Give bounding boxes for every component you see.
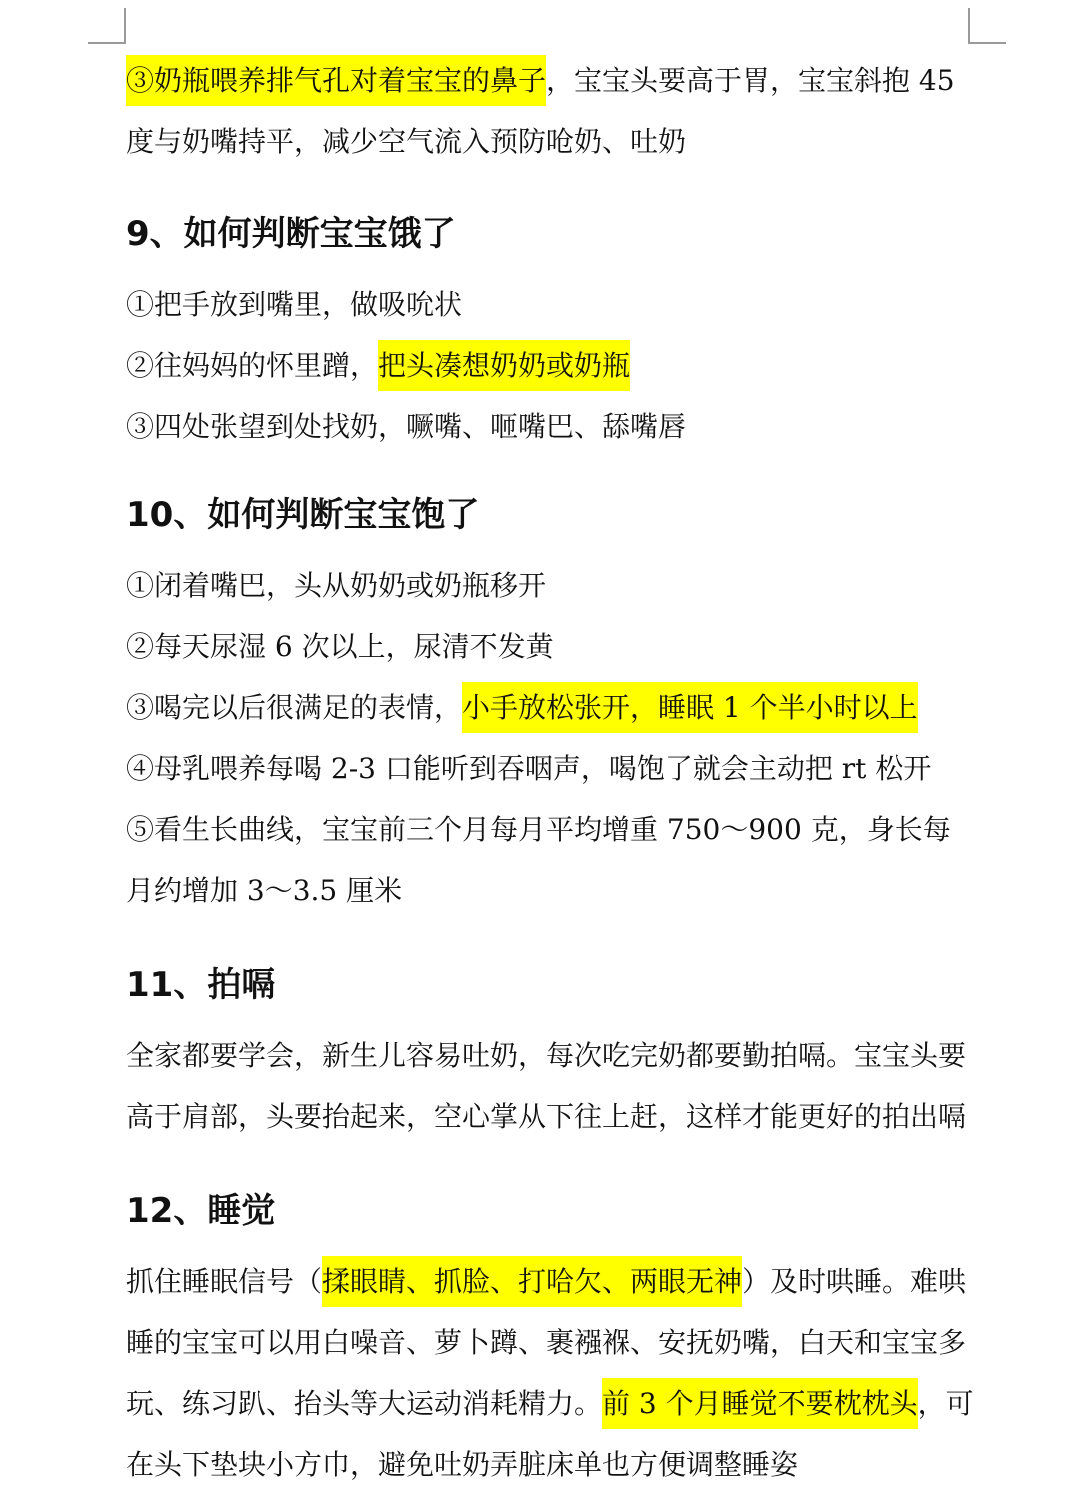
page-corner-mark-left — [88, 8, 126, 44]
intro-paragraph — [126, 50, 976, 172]
list-item: ③四处张望到处找奶，噘嘴、咂嘴巴、舔嘴唇 — [126, 410, 687, 443]
section-paragraph — [126, 1251, 976, 1495]
paragraph-text: ，可在头下垫块小方巾，避免吐奶弄脏床单也方便调整睡姿 — [126, 1387, 974, 1481]
paragraph-text: 抓住睡眠信号（ — [126, 1265, 323, 1298]
highlighted-text: 小手放松张开，睡眠 1 个半小时以上 — [462, 682, 918, 733]
document-body — [126, 48, 976, 1495]
highlighted-text: 把头凑想奶奶或奶瓶 — [378, 340, 630, 391]
list-item: ⑤看生长曲线，宝宝前三个月每月平均增重 750～900 克，身长每月约增加 3～3.5 厘米 — [126, 813, 951, 907]
highlighted-text: ③奶瓶喂养排气孔对着宝宝的鼻子 — [126, 55, 546, 106]
list-item: ④母乳喂养每喝 2-3 口能听到吞咽声，喝饱了就会主动把 rt 松开 — [126, 752, 932, 785]
list-item — [126, 335, 976, 396]
highlighted-text: 前 3 个月睡觉不要枕枕头 — [602, 1378, 918, 1429]
page-corner-mark-right — [968, 8, 1006, 44]
list-item: ①闭着嘴巴，头从奶奶或奶瓶移开 — [126, 569, 547, 602]
list-item-text: ③喝完以后很满足的表情， — [126, 691, 463, 724]
section-heading-9: 9、如何判断宝宝饿了 — [126, 214, 456, 254]
paragraph-text: ，宝宝头要高于胃，宝宝斜抱 45 度与奶嘴持平，减少空气流入预防呛奶、吐奶 — [126, 64, 955, 158]
highlighted-text: 揉眼睛、抓脸、打哈欠、两眼无神 — [322, 1256, 742, 1307]
section-heading-12: 12、睡觉 — [126, 1191, 276, 1231]
list-item: ②每天尿湿 6 次以上，尿清不发黄 — [126, 630, 554, 663]
paragraph-text: ）及时哄睡。难哄睡的宝宝可以用白噪音、萝卜蹲、裹襁褓、安抚奶嘴，白天和宝宝多玩、练习趴、抬头等大运动消耗精力。 — [126, 1265, 967, 1420]
list-item-text: ②往妈妈的怀里蹭， — [126, 349, 379, 382]
section-heading-10: 10、如何判断宝宝饱了 — [126, 495, 480, 535]
list-item: ①把手放到嘴里，做吸吮状 — [126, 288, 463, 321]
section-heading-11: 11、拍嗝 — [126, 965, 276, 1005]
list-item — [126, 677, 976, 738]
section-paragraph: 全家都要学会，新生儿容易吐奶，每次吃完奶都要勤拍嗝。宝宝头要高于肩部，头要抬起来，空心掌从下往上赶，这样才能更好的拍出嗝 — [126, 1039, 967, 1133]
